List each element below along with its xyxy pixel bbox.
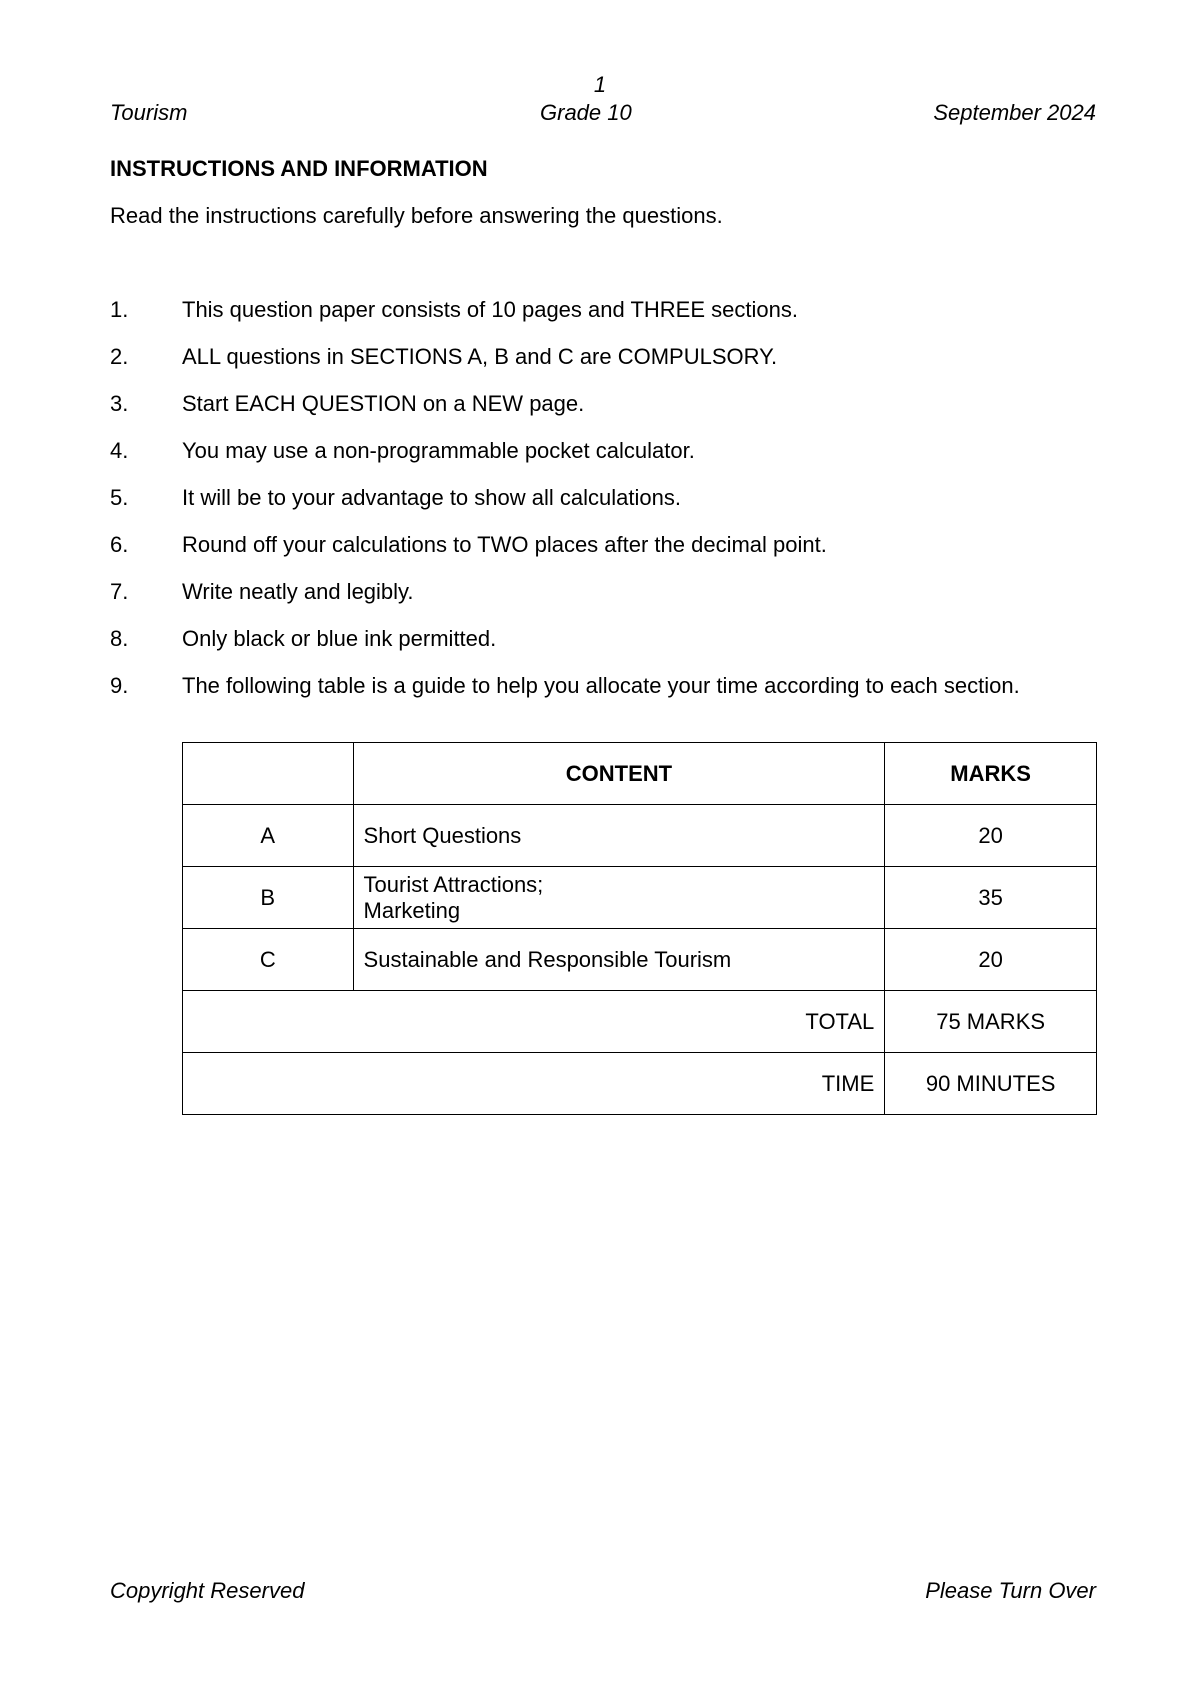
- instruction-number: 1.: [110, 297, 129, 322]
- instruction-number: 2.: [110, 344, 129, 369]
- time-row: [183, 1053, 1097, 1115]
- instruction-number: 5.: [110, 485, 129, 510]
- content-cell: [353, 867, 885, 929]
- marks-cell: 20: [885, 929, 1097, 991]
- table-row: [183, 867, 1097, 929]
- instructions-list: [110, 294, 1096, 717]
- instruction-number: 6.: [110, 532, 129, 557]
- instruction-item: [110, 576, 1096, 607]
- marks-cell: 35: [885, 867, 1097, 929]
- page-footer: [110, 1578, 1096, 1608]
- table-row: [183, 805, 1097, 867]
- instruction-text: Only black or blue ink permitted.: [182, 626, 497, 651]
- instruction-number: 4.: [110, 438, 129, 463]
- content-cell: [353, 805, 885, 867]
- instruction-number: 7.: [110, 579, 129, 604]
- content-line: Short Questions: [363, 822, 522, 848]
- instruction-text: Round off your calculations to TWO places after the decimal point.: [182, 532, 827, 557]
- instruction-text: Write neatly and legibly.: [182, 579, 414, 604]
- content-line: Tourist Attractions;: [363, 871, 544, 897]
- page-number: 1: [593, 72, 607, 97]
- header-subject: Tourism: [110, 100, 188, 125]
- intro-text: Read the instructions carefully before answering the questions.: [110, 203, 723, 228]
- instruction-item: [110, 623, 1096, 654]
- instruction-number: 9.: [110, 673, 129, 698]
- instruction-item: [110, 294, 1096, 325]
- section-cell: B: [183, 867, 354, 929]
- header-marks: MARKS: [885, 743, 1097, 805]
- time-label: TIME: [183, 1053, 885, 1115]
- footer-copyright: Copyright Reserved: [110, 1578, 305, 1603]
- instruction-item: [110, 529, 1096, 560]
- header-section: [183, 743, 354, 805]
- instruction-text: The following table is a guide to help you allocate your time according to each section.: [182, 673, 1020, 698]
- table-header-row: [183, 743, 1097, 805]
- instruction-item: [110, 435, 1096, 466]
- instruction-item: [110, 341, 1096, 372]
- marks-cell: 20: [885, 805, 1097, 867]
- instruction-text: Start EACH QUESTION on a NEW page.: [182, 391, 585, 416]
- instruction-text: This question paper consists of 10 pages and THREE sections.: [182, 297, 798, 322]
- instruction-item: [110, 482, 1096, 513]
- content-line: Sustainable and Responsible Tourism: [363, 946, 732, 972]
- instruction-text: It will be to your advantage to show all calculations.: [182, 485, 681, 510]
- time-value: 90 MINUTES: [885, 1053, 1097, 1115]
- content-line: Marketing: [363, 897, 461, 923]
- instruction-item: [110, 670, 1096, 701]
- section-cell: A: [183, 805, 354, 867]
- time-allocation-table: [182, 742, 1097, 1115]
- header-grade: Grade 10: [540, 100, 632, 125]
- section-cell: C: [183, 929, 354, 991]
- table-row: [183, 929, 1097, 991]
- total-row: [183, 991, 1097, 1053]
- header-content: CONTENT: [353, 743, 885, 805]
- instruction-item: [110, 388, 1096, 419]
- total-label: TOTAL: [183, 991, 885, 1053]
- instruction-number: 3.: [110, 391, 129, 416]
- footer-turn-over: Please Turn Over: [925, 1578, 1096, 1603]
- page-header: [110, 100, 1096, 130]
- header-date: September 2024: [933, 100, 1096, 125]
- instruction-text: ALL questions in SECTIONS A, B and C are COMPULSORY.: [182, 344, 778, 369]
- section-heading: INSTRUCTIONS AND INFORMATION: [110, 156, 488, 181]
- content-cell: [353, 929, 885, 991]
- instruction-number: 8.: [110, 626, 129, 651]
- total-value: 75 MARKS: [885, 991, 1097, 1053]
- instruction-text: You may use a non-programmable pocket calculator.: [182, 438, 695, 463]
